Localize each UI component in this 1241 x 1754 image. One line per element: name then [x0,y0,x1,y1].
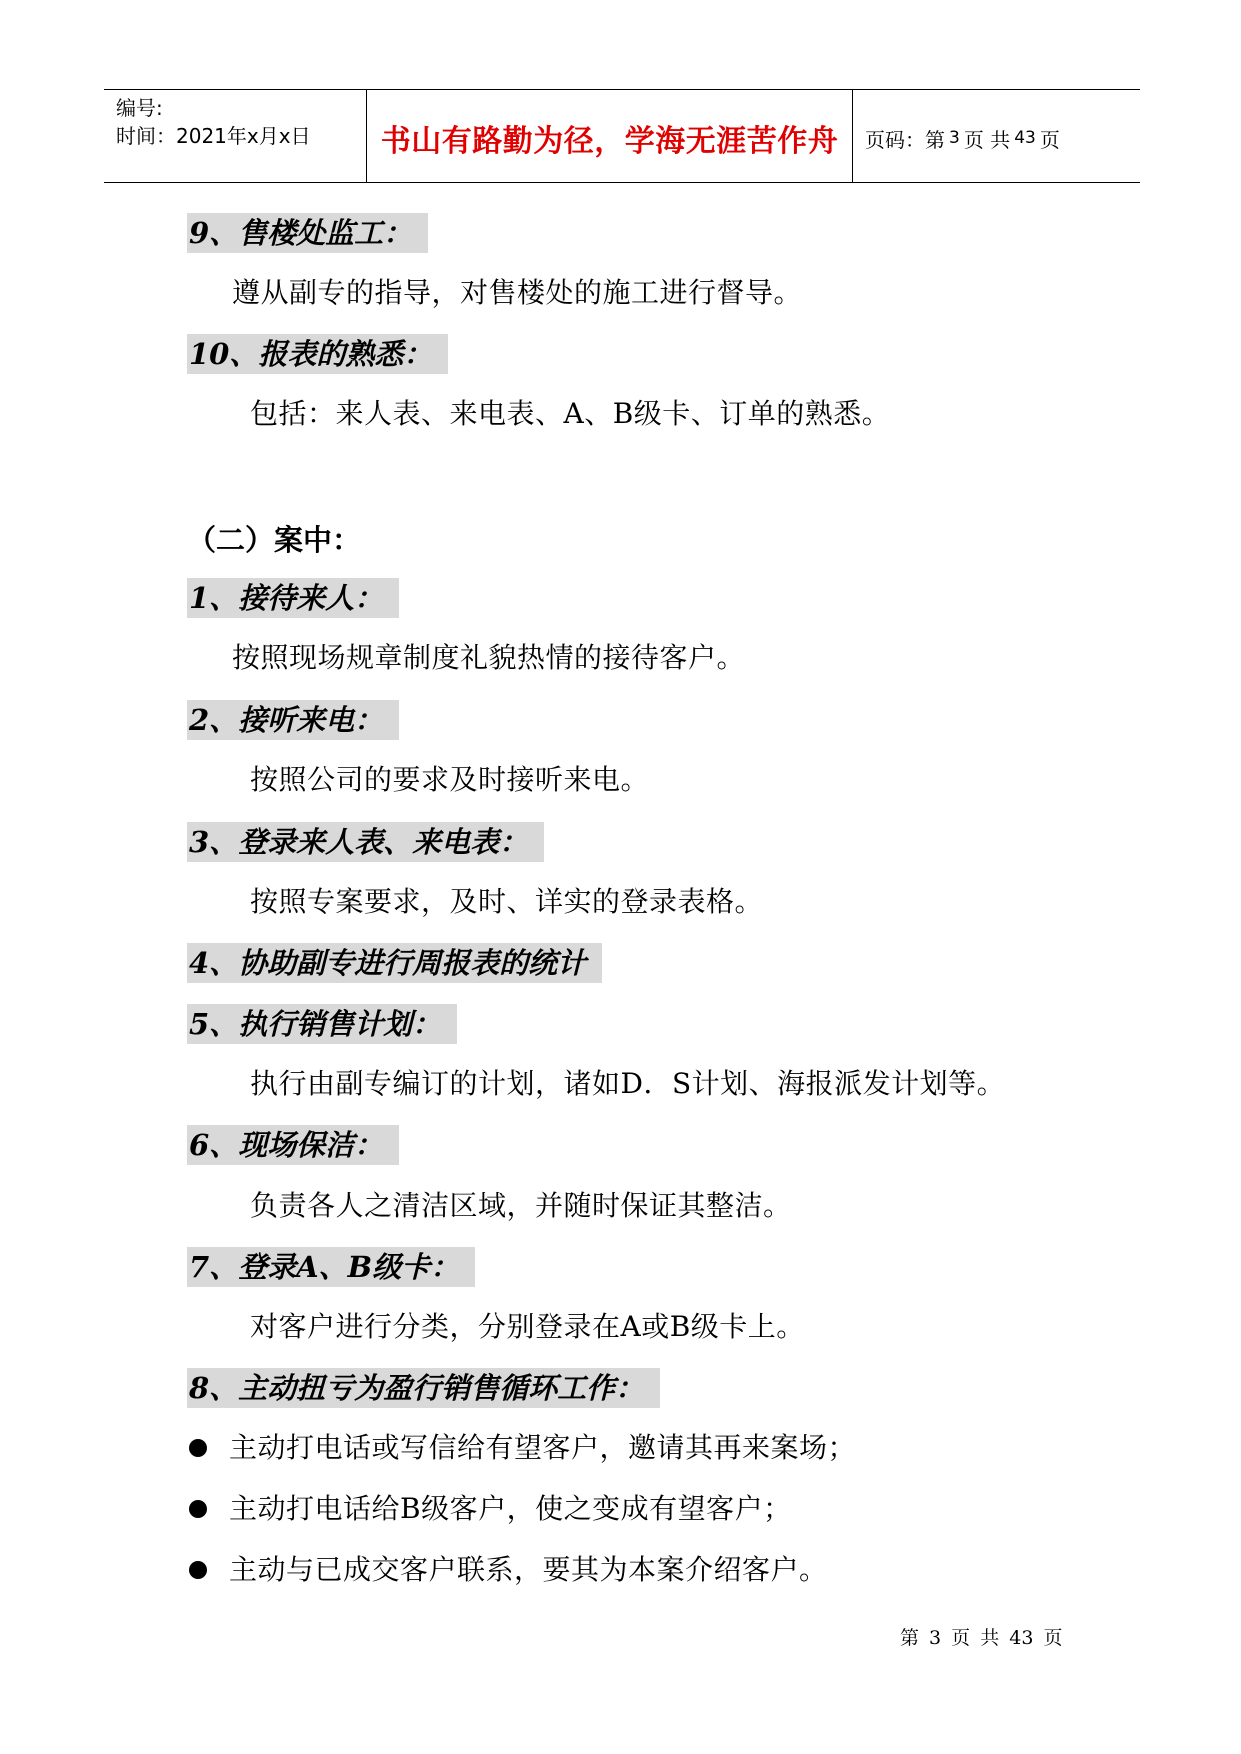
bullet-text: 主动打电话或写信给有望客户，邀请其再来案场； [229,1431,857,1464]
header-page-cell [853,90,1140,182]
motto-text: 书山有路勤为径，学海无涯苦作舟 [380,124,839,159]
item-heading: 8、主动扭亏为盈行销售循环工作： [187,1368,660,1408]
item-heading: 2、接听来电： [187,700,399,740]
bullet-item [187,1552,828,1588]
item-heading: 9、售楼处监工： [187,213,428,253]
header-meta-cell [104,90,367,182]
page-footer: 第 3 页 共 43 页 [900,1627,1063,1649]
document-header [104,89,1140,183]
item-text: 按照现场规章制度礼貌热情的接待客户。 [232,641,746,674]
item-heading: 6、现场保洁： [187,1125,399,1165]
bullet-text: 主动与已成交客户联系，要其为本案介绍客户。 [229,1553,828,1586]
page-end-label: 页 [1039,127,1060,152]
page-current: 3 [949,128,960,148]
item-text: 遵从副专的指导，对售楼处的施工进行督导。 [232,276,803,309]
item-heading: 7、登录A、B级卡： [187,1247,475,1287]
item-heading: 4、协助副专进行周报表的统计 [187,943,602,983]
page-mid-label: 页 共 [963,127,1011,152]
bullet-dot-icon [189,1500,207,1518]
header-motto-cell [367,90,853,182]
serial-number-label: 编号: [116,96,163,120]
page-total: 43 [1014,128,1036,148]
section-title: （二）案中： [187,523,362,557]
bullet-dot-icon [189,1439,207,1457]
page-label: 页码：第 [865,127,945,152]
item-text: 包括：来人表、来电表、A、B级卡、订单的熟悉。 [250,397,891,430]
item-text: 执行由副专编订的计划，诸如D．S计划、海报派发计划等。 [250,1067,1006,1100]
item-heading: 5、执行销售计划： [187,1004,457,1044]
bullet-item [187,1430,856,1466]
item-text: 负责各人之清洁区域，并随时保证其整洁。 [250,1189,792,1222]
item-heading: 1、接待来人： [187,578,399,618]
date-label: 时间：2021年x月x日 [116,124,311,148]
bullet-dot-icon [189,1561,207,1579]
item-heading: 10、报表的熟悉： [187,334,448,374]
item-heading: 3、登录来人表、来电表： [187,822,544,862]
item-text: 按照专案要求，及时、详实的登录表格。 [250,885,764,918]
bullet-text: 主动打电话给B级客户，使之变成有望客户； [229,1492,792,1525]
bullet-item [187,1491,792,1527]
item-text: 对客户进行分类，分别登录在A或B级卡上。 [250,1310,805,1343]
item-text: 按照公司的要求及时接听来电。 [250,763,650,796]
